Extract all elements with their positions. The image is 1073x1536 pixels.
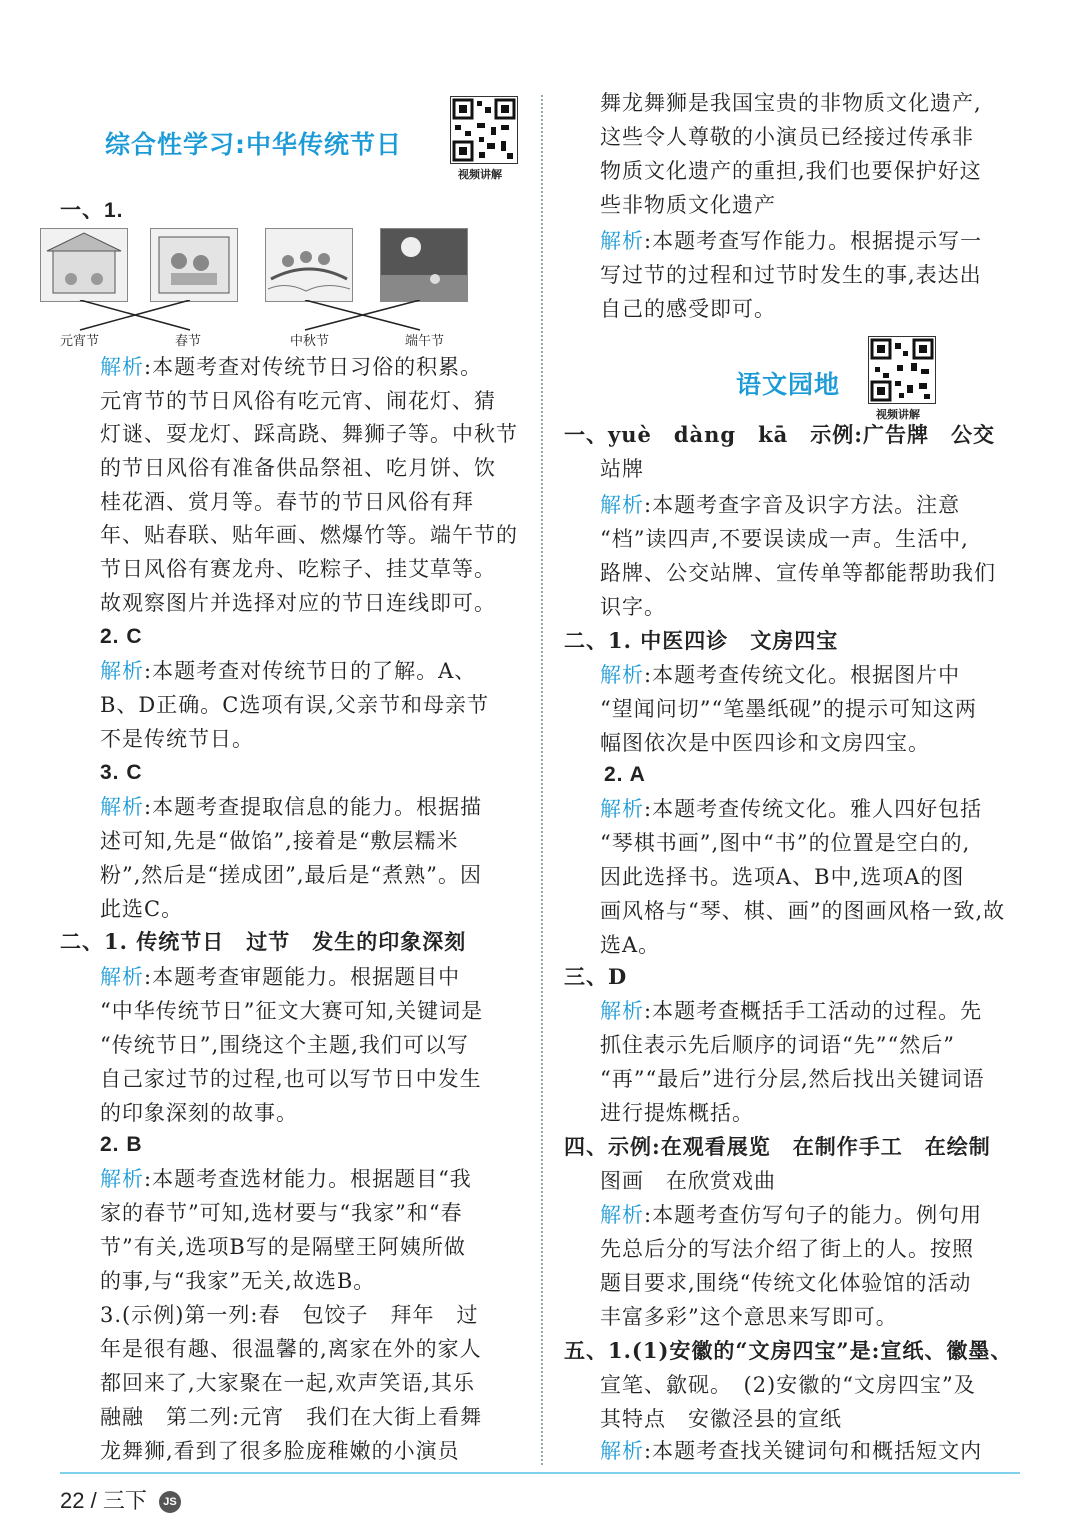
analysis-label: 解析: [600, 229, 644, 253]
qr-code-icon[interactable]: [868, 336, 936, 404]
analysis-label: 解析: [100, 1167, 144, 1191]
page-number: 22: [60, 1488, 85, 1513]
right-text-line: 解析:本题考查写作能力。根据提示写一: [600, 229, 983, 253]
section-title-right: 语文园地: [736, 370, 841, 399]
left-text-line: 解析:本题考查对传统节日习俗的积累。: [100, 355, 483, 379]
festival-label-4: 端午节: [405, 334, 445, 349]
left-text-line: 的事,与“我家”无关,故选B。: [100, 1269, 376, 1293]
left-text-line: 一、1.: [60, 199, 124, 222]
right-text-line: “再”“最后”进行分层,然后找出关键词语: [600, 1067, 985, 1091]
left-text-line: 年、贴春联、贴年画、燃爆竹等。端午节的: [100, 523, 518, 547]
festival-picture-4: [380, 228, 468, 302]
festival-picture-3: [265, 228, 353, 302]
festival-pictures: [40, 228, 470, 348]
right-text-line: “档”读四声,不要误读成一声。生活中,: [600, 527, 969, 551]
right-text-line: 解析:本题考查仿写句子的能力。例句用: [600, 1203, 983, 1227]
right-text-line: 识字。: [600, 595, 666, 619]
analysis-label: 解析: [100, 355, 144, 379]
left-text-line: 融融 第二列:元宵 我们在大街上看舞: [100, 1405, 483, 1429]
right-text-line: 先总后分的写法介绍了街上的人。按照: [600, 1237, 974, 1261]
left-text-line: 的印象深刻的故事。: [100, 1101, 298, 1125]
left-text-line: 解析:本题考查对传统节日的了解。A、: [100, 659, 477, 683]
left-text-line: 2. B: [100, 1133, 143, 1156]
left-text-line: 解析:本题考查提取信息的能力。根据描: [100, 795, 483, 819]
left-text-line: 年是很有趣、很温馨的,离家在外的家人: [100, 1337, 482, 1361]
analysis-label: 解析: [600, 493, 644, 517]
right-text-line: 宣笔、歙砚。 (2)安徽的“文房四宝”及: [600, 1373, 976, 1397]
right-text-line: 一、yuè dàng kā 示例:广告牌 公交: [564, 422, 995, 447]
right-text-line: 因此选择书。选项A、B中,选项A的图: [600, 865, 965, 889]
right-text-line: 写过节的过程和过节时发生的事,表达出: [600, 263, 982, 287]
left-text-line: 解析:本题考查选材能力。根据题目“我: [100, 1167, 472, 1191]
festival-label-3: 中秋节: [290, 334, 330, 349]
right-text-line: “望闻问切”“笔墨纸砚”的提示可知这两: [600, 697, 977, 721]
right-text-line: 物质文化遗产的重担,我们也要保护好这: [600, 159, 982, 183]
right-text-line: 三、D: [564, 964, 628, 989]
right-text-line: 路牌、公交站牌、宣传单等都能帮助我们: [600, 561, 996, 585]
right-text-line: 幅图依次是中医四诊和文房四宝。: [600, 731, 930, 755]
left-text-line: 故观察图片并选择对应的节日连线即可。: [100, 591, 496, 615]
analysis-label: 解析: [600, 797, 644, 821]
left-text-line: 元宵节的节日风俗有吃元宵、闹花灯、猜: [100, 389, 496, 413]
right-text-line: 解析:本题考查传统文化。雅人四好包括: [600, 797, 983, 821]
left-text-line: 3.(示例)第一列:春 包饺子 拜年 过: [100, 1303, 479, 1327]
right-text-line: 五、1.(1)安徽的“文房四宝”是:宣纸、徽墨、: [564, 1338, 1013, 1363]
left-text-line: 解析:本题考查审题能力。根据题目中: [100, 965, 461, 989]
left-text-line: “传统节日”,围绕这个主题,我们可以写: [100, 1033, 469, 1057]
left-text-line: 灯谜、耍龙灯、踩高跷、舞狮子等。中秋节: [100, 422, 518, 446]
edition-badge: JS: [159, 1491, 181, 1513]
left-text-line: 龙舞狮,看到了很多脸庞稚嫩的小演员: [100, 1439, 460, 1463]
left-text-line: 不是传统节日。: [100, 727, 254, 751]
festival-picture-2: [150, 228, 238, 302]
right-text-line: “琴棋书画”,图中“书”的位置是空白的,: [600, 831, 971, 855]
qr-code-icon[interactable]: [450, 96, 518, 164]
left-text-line: 节日风俗有赛龙舟、吃粽子、挂艾草等。: [100, 557, 496, 581]
analysis-label: 解析: [600, 1439, 644, 1463]
right-text-line: 些非物质文化遗产: [600, 193, 776, 217]
left-text-line: 此选C。: [100, 897, 184, 921]
analysis-label: 解析: [100, 965, 144, 989]
left-text-line: 家的春节”可知,选材要与“我家”和“春: [100, 1201, 463, 1225]
right-text-line: 题目要求,围绕“传统文化体验馆的活动: [600, 1271, 972, 1295]
left-text-line: 粉”,然后是“搓成团”,最后是“煮熟”。因: [100, 863, 483, 887]
right-text-line: 解析:本题考查概括手工活动的过程。先: [600, 999, 983, 1023]
left-text-line: 3. C: [100, 761, 143, 784]
analysis-label: 解析: [600, 663, 644, 687]
right-text-line: 画风格与“琴、棋、画”的图画风格一致,故: [600, 899, 1006, 923]
column-divider: [541, 95, 543, 1465]
right-text-line: 2. A: [604, 763, 646, 786]
left-text-line: 的节日风俗有准备供品祭祖、吃月饼、饮: [100, 456, 496, 480]
left-text-line: 自己家过节的过程,也可以写节日中发生: [100, 1067, 482, 1091]
analysis-label: 解析: [600, 999, 644, 1023]
section-title-left: 综合性学习:中华传统节日: [105, 130, 402, 159]
right-text-line: 舞龙舞狮是我国宝贵的非物质文化遗产,: [600, 91, 982, 115]
right-text-line: 抓住表示先后顺序的词语“先”“然后”: [600, 1033, 955, 1057]
right-text-line: 解析:本题考查找关键词句和概括短文内: [600, 1439, 983, 1463]
right-text-line: 站牌: [600, 457, 644, 481]
left-text-line: “中华传统节日”征文大赛可知,关键词是: [100, 999, 484, 1023]
right-text-line: 其特点 安徽泾县的宣纸: [600, 1407, 842, 1431]
analysis-label: 解析: [600, 1203, 644, 1227]
right-text-line: 选A。: [600, 933, 661, 957]
festival-label-1: 元宵节: [60, 334, 100, 349]
right-text-line: 图画 在欣赏戏曲: [600, 1169, 776, 1193]
footer-rule: [60, 1472, 1020, 1474]
right-text-line: 进行提炼概括。: [600, 1101, 754, 1125]
left-text-line: 述可知,先是“做馅”,接着是“敷层糯米: [100, 829, 459, 853]
left-text-line: 节”有关,选项B写的是隔壁王阿姨所做: [100, 1235, 466, 1259]
right-text-line: 二、1. 中医四诊 文房四宝: [564, 628, 839, 653]
right-text-line: 解析:本题考查传统文化。根据图片中: [600, 663, 961, 687]
right-text-line: 解析:本题考查字音及识字方法。注意: [600, 493, 961, 517]
analysis-label: 解析: [100, 795, 144, 819]
left-text-line: 2. C: [100, 625, 143, 648]
footer-separator: /: [90, 1488, 97, 1513]
right-text-line: 这些令人尊敬的小演员已经接过传承非: [600, 125, 974, 149]
analysis-label: 解析: [100, 659, 144, 683]
page-footer: [60, 1484, 181, 1515]
festival-label-2: 春节: [175, 334, 202, 349]
festival-picture-1: [40, 228, 128, 302]
left-text-line: 桂花酒、赏月等。春节的节日风俗有拜: [100, 490, 474, 514]
qr-label: 视频讲解: [458, 168, 502, 181]
qr-label: 视频讲解: [876, 408, 920, 421]
left-text-line: B、D正确。C选项有误,父亲节和母亲节: [100, 693, 490, 717]
right-text-line: 自己的感受即可。: [600, 297, 776, 321]
grade-label: 三下: [102, 1488, 147, 1513]
left-text-line: 都回来了,大家聚在一起,欢声笑语,其乐: [100, 1371, 476, 1395]
left-text-line: 二、1. 传统节日 过节 发生的印象深刻: [60, 929, 467, 954]
right-text-line: 四、示例:在观看展览 在制作手工 在绘制: [564, 1134, 991, 1159]
right-text-line: 丰富多彩”这个意思来写即可。: [600, 1305, 898, 1329]
